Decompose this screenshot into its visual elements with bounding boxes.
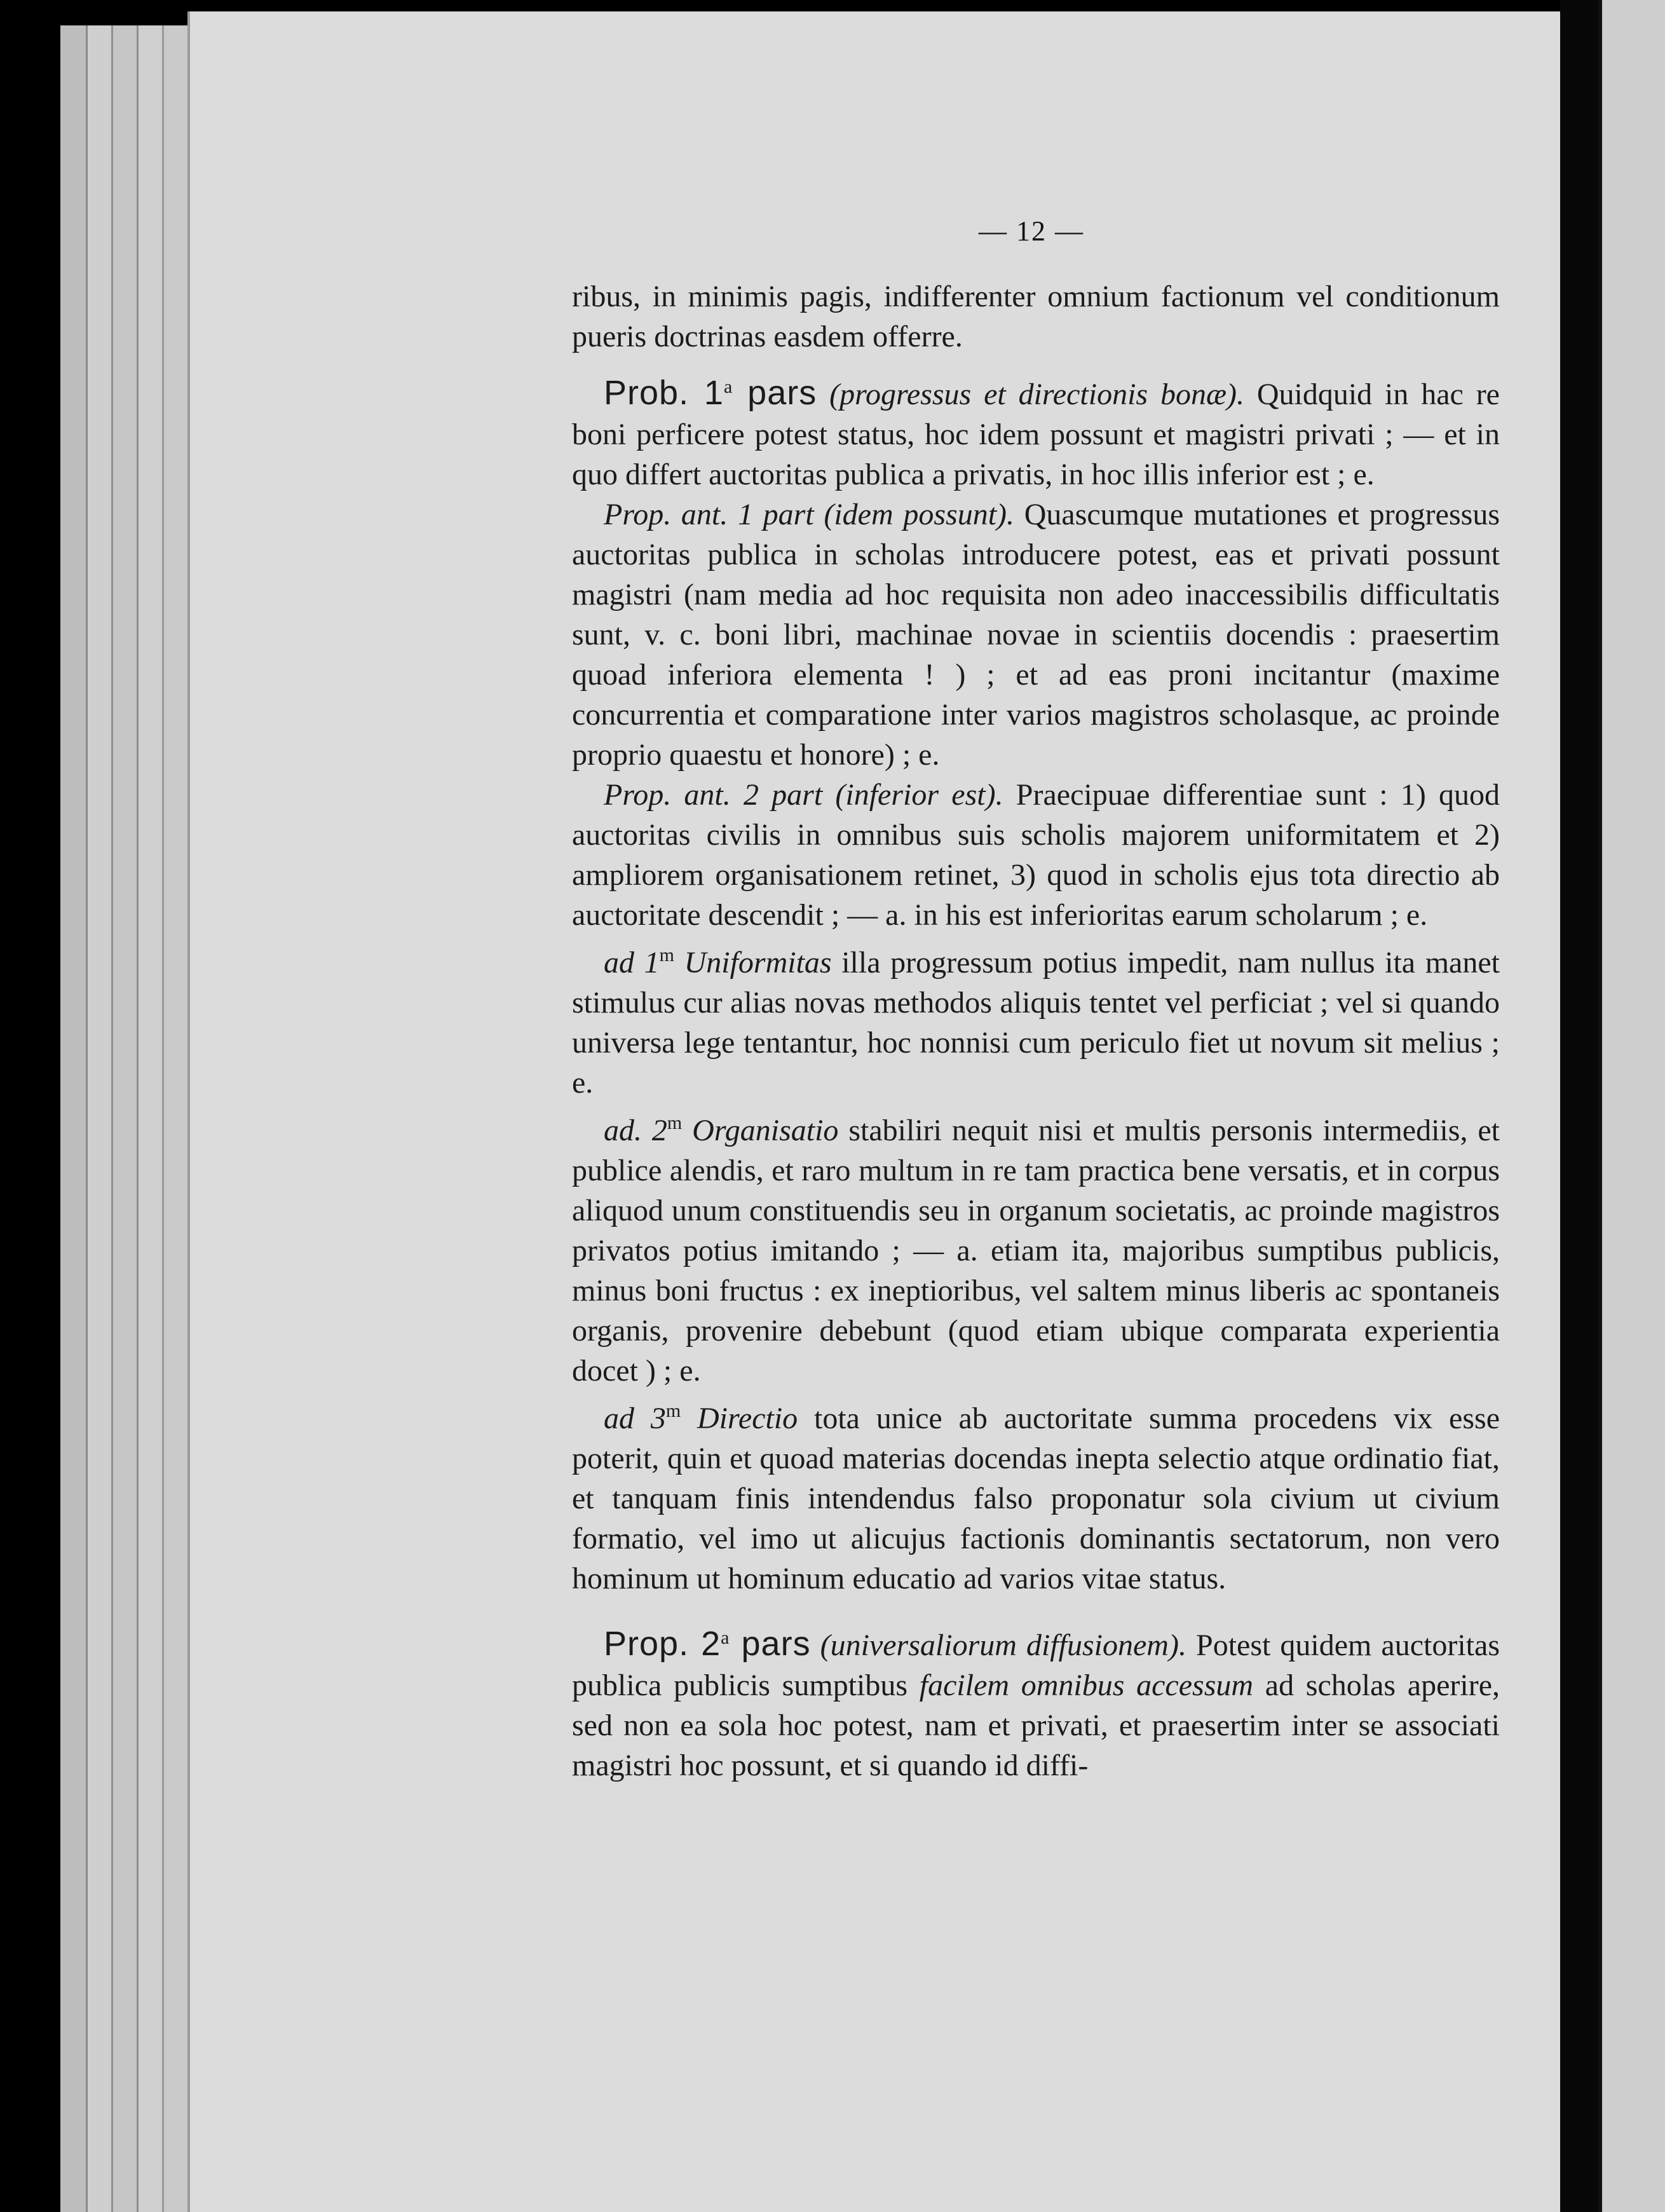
section-label: (progressus et directionis bonæ). — [817, 378, 1244, 411]
section-label: Prop. ant. 2 part (inferior est). — [604, 778, 1003, 812]
page-edge — [111, 25, 139, 2212]
paragraph: Prob. 1$^a$ pars (progressus et directionis bonæ). Quidquid in hac re boni perficere potest status, hoc idem possunt et magistri privati ; — et in quo differt auctoritas publica a privatis, in hoc illis inferior est ; e. — [572, 374, 1500, 491]
paragraph: ad. 2$^m$ Organisatio stabiliri nequit nisi et multis personis intermediis, et publice alendis, et raro multum in re tam practica bene versatis, et in corpus aliquod unum constituendis seu in organum societatis, ac proinde magistros privatos potius imitando ; — a. etiam ita, majoribus sumptibus publicis, minus boni fructus : ex ineptioribus, vel saltem minus liberis ac spontaneis organis, provenire debebunt (quod etiam ubique comparata experientia docet ) ; e. — [572, 1112, 1500, 1388]
next-page-edge — [1598, 0, 1665, 2212]
paragraph: ribus, in minimis pagis, indifferenter omnium factionum vel conditionum pueris doctrinas easdem offerre. — [572, 280, 1500, 353]
binding-shadow — [1560, 0, 1598, 2212]
paragraph: Prop. ant. 2 part (inferior est). Praecipuae differentiae sunt : 1) quod auctoritas civilis in omnibus suis scholis majorem uniformitatem et 2) ampliorem organisationem retinet, 3) quod in scholis ejus tota directio ab auctoritate descendit ; — a. in his est inferioritas earum scholarum ; e. — [572, 778, 1500, 932]
page-edge — [162, 25, 189, 2212]
paragraph: ad 1$^m$ Uniformitas illa progressum potius impedit, nam nullus ita manet stimulus cur alias novas methodos aliquis tentet vel perficiat ; vel si quando universa lege tentantur, hoc nonnisi cum periculo fiet ut novum sit melius ; e. — [572, 945, 1500, 1100]
section-label: Uniformitas — [674, 946, 832, 980]
section-label: (universaliorum diffusionem). — [810, 1628, 1186, 1662]
page-edge — [60, 25, 86, 2212]
section-label: Prop. ant. 1 part (idem possunt). — [604, 498, 1015, 531]
page-edge — [137, 25, 164, 2212]
section-heading: Prop. 2 — [604, 1625, 721, 1663]
body-text — [572, 276, 1500, 1785]
section-label: Organisatio — [682, 1114, 839, 1147]
paragraph: ad 3$^m$ Directio tota unice ab auctoritate summa procedens vix esse poterit, quin et quoad materias docendas inepta selectio atque ordinatio fiat, et tanquam finis intendendus falso proponatur sola civium ut civium formatio, vel imo ut alicujus factionis dominantis sectatorum, non vero hominum ut hominum educatio ad varios vitae status. — [572, 1400, 1500, 1595]
paragraph: Prop. 2$^a$ pars (universaliorum diffusionem). Potest quidem auctoritas publica publicis sumptibus facilem omnibus accessum ad scholas aperire, sed non ea sola hoc potest, nam et privati, et praesertim inter se associati magistri hoc possunt, et si quando id diffi- — [572, 1625, 1500, 1782]
page-number: — 12 — — [979, 215, 1084, 247]
page-edge — [86, 25, 113, 2212]
section-heading: Prob. 1 — [604, 374, 724, 412]
section-label: Directio — [681, 1402, 798, 1435]
paragraph: Prop. ant. 1 part (idem possunt). Quascumque mutationes et progressus auctoritas publica in scholas introducere potest, eas et privati possunt magistri (nam media ad hoc requisita non adeo inaccessibilis difficultatis sunt, v. c. boni libri, machinae novae in scientiis docendis : praesertim quoad inferiora elementa ! ) ; et ad eas proni incitantur (maxime concurrentia et comparatione inter varios magistros scholasque, ac proinde proprio quaestu et honore) ; e. — [572, 498, 1500, 772]
